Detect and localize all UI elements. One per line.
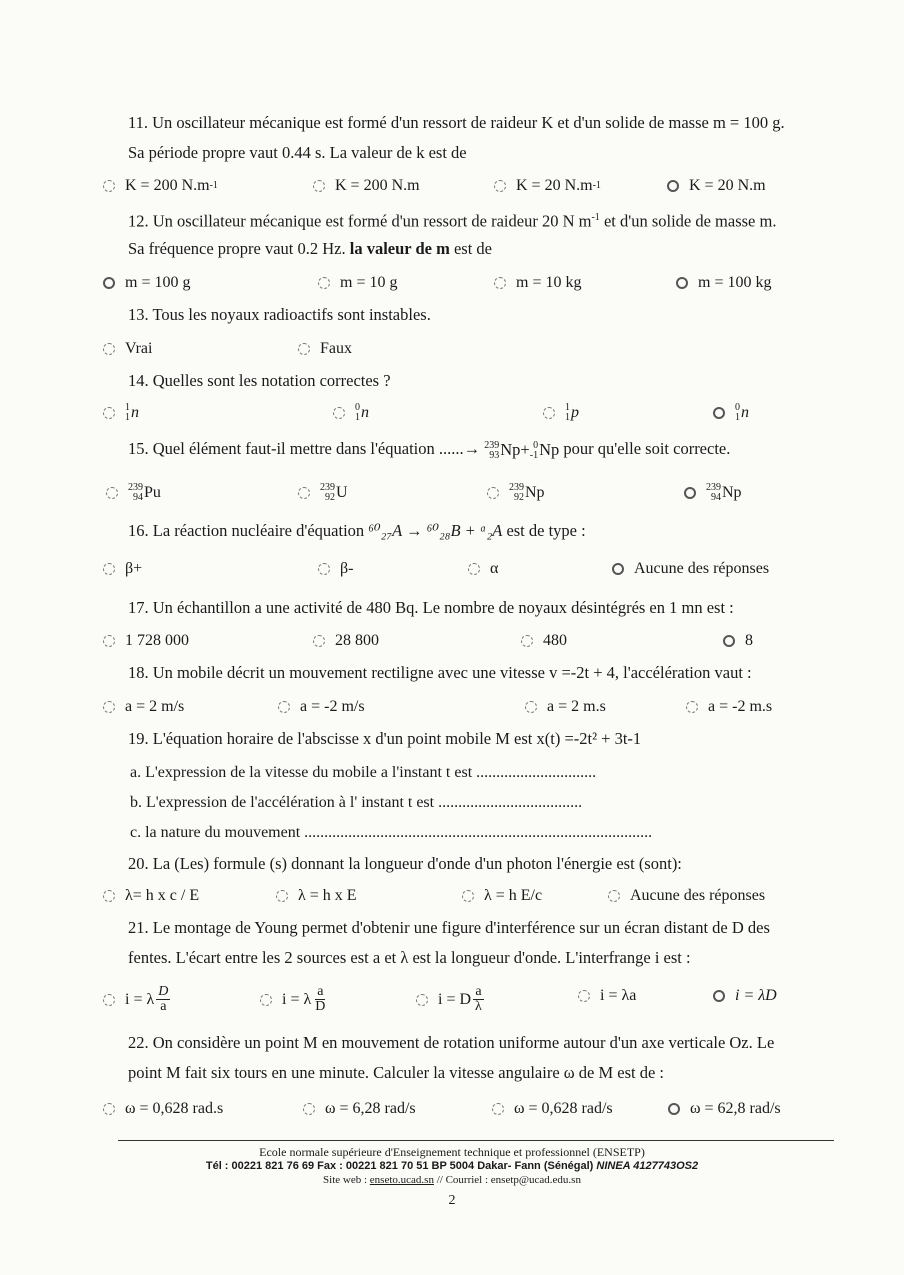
question-17-text: 17. Un échantillon a une activité de 480 Bq. Le nombre de noyaux désintégrés en 1 mn est : [128,598,734,617]
question-18-text: 18. Un mobile décrit un mouvement rectiligne avec une vitesse v =-2t + 4, l'accélération vaut : [128,663,752,682]
q17-option-2[interactable]: 28 800 [313,630,379,652]
q16-option-4[interactable]: Aucune des réponses [612,558,769,580]
q17-option-3[interactable]: 480 [521,630,567,652]
radio-icon[interactable] [494,180,506,192]
q21-option-5[interactable]: i = λD [713,985,777,1007]
q14-option-3[interactable]: 1 1 p [543,402,579,424]
radio-icon[interactable] [103,563,115,575]
q18-option-2[interactable]: a = -2 m/s [278,696,365,718]
radio-icon[interactable] [543,407,555,419]
radio-icon[interactable] [684,487,696,499]
radio-icon[interactable] [103,890,115,902]
footer-contact: Tél : 00221 821 76 69 Fax : 00221 821 70 51 BP 5004 Dakar- Fann (Sénégal) NINEA 4127743OS2 [205,1160,699,1172]
q17-option-4[interactable]: 8 [723,630,753,652]
website-link[interactable]: enseto.ucad.sn [369,1174,434,1186]
question-21-text-cont: fentes. L'écart entre les 2 sources est a et λ est la longueur d'onde. L'interfrange i est : [128,948,691,967]
radio-icon[interactable] [303,1103,315,1115]
radio-icon[interactable] [468,563,480,575]
q12-option-2[interactable]: m = 10 g [318,272,397,294]
radio-icon[interactable] [260,994,272,1006]
question-12-text-cont: Sa fréquence propre vaut 0.2 Hz. la valeur de m est de [128,239,492,258]
question-21-text: 21. Le montage de Young permet d'obtenir une figure d'interférence sur un écran distant de D des [128,918,770,937]
radio-icon[interactable] [723,635,735,647]
radio-icon[interactable] [416,994,428,1006]
question-20-text: 20. La (Les) formule (s) donnant la longueur d'onde d'un photon l'énergie est (sont): [128,854,682,873]
radio-icon[interactable] [713,990,725,1002]
q19-sub-a: a. L'expression de la vitesse du mobile a l'instant t est .............................. [130,764,597,781]
radio-icon[interactable] [686,701,698,713]
q20-option-4[interactable]: Aucune des réponses [608,885,765,907]
radio-icon[interactable] [487,487,499,499]
q21-option-4[interactable]: i = λa [578,985,636,1007]
radio-icon[interactable] [313,635,325,647]
radio-icon[interactable] [103,1103,115,1115]
q19-sub-b: b. L'expression de l'accélération à l' instant t est .................................... [130,794,583,811]
q20-option-2[interactable]: λ = h x E [276,885,357,907]
radio-icon[interactable] [103,994,115,1006]
radio-icon[interactable] [318,563,330,575]
q14-option-4[interactable]: 0 1 n [713,402,749,424]
q15-option-2[interactable]: 239 92 U [298,482,348,504]
q16-option-1[interactable]: β+ [103,558,142,580]
radio-icon[interactable] [462,890,474,902]
question-16-text: 16. La réaction nucléaire d'équation ⁶⁰₂₇A → ⁶⁰₂₈B + ᵅ₂A est de type : [128,521,586,540]
q20-option-1[interactable]: λ= h x c / E [103,885,199,907]
footer-divider [118,1140,834,1141]
question-19-text: 19. L'équation horaire de l'abscisse x d'un point mobile M est x(t) =-2t² + 3t-1 [128,729,642,748]
question-11-text-cont: Sa période propre vaut 0.44 s. La valeur de k est de [128,143,467,162]
q15-option-3[interactable]: 239 92 Np [487,482,545,504]
q22-option-2[interactable]: ω = 6,28 rad/s [303,1098,416,1120]
question-14-text: 14. Quelles sont les notation correctes ? [128,371,391,390]
radio-icon[interactable] [667,180,679,192]
radio-icon[interactable] [668,1103,680,1115]
q13-option-1[interactable]: Vrai [103,338,152,360]
radio-icon[interactable] [103,635,115,647]
q12-option-1[interactable]: m = 100 g [103,272,190,294]
q15-option-4[interactable]: 239 94 Np [684,482,742,504]
page-number: 2 [448,1193,456,1208]
q22-option-4[interactable]: ω = 62,8 rad/s [668,1098,781,1120]
radio-icon[interactable] [492,1103,504,1115]
q13-option-2[interactable]: Faux [298,338,352,360]
q15-option-1[interactable]: 239 94 Pu [106,482,161,504]
radio-icon[interactable] [298,487,310,499]
radio-icon[interactable] [578,990,590,1002]
radio-icon[interactable] [278,701,290,713]
question-13-text: 13. Tous les noyaux radioactifs sont instables. [128,305,431,324]
q21-option-2[interactable]: i = λ $\frac{a}{D}$ [260,985,327,1014]
question-12-text: 12. Un oscillateur mécanique est formé d'un ressort de raideur 20 N $m^{-1}$ et d'un solide de masse m. [128,211,777,231]
q22-option-1[interactable]: ω = 0,628 rad.s [103,1098,223,1120]
q16-option-2[interactable]: β- [318,558,353,580]
radio-icon[interactable] [103,180,115,192]
radio-icon[interactable] [525,701,537,713]
radio-icon[interactable] [106,487,118,499]
question-22-text-cont: point M fait six tours en une minute. Calculer la vitesse angulaire ω de M est de : [128,1063,664,1082]
footer-school-name: Ecole normale supérieure d'Enseignement technique et professionnel (ENSETP) [259,1145,645,1159]
radio-icon[interactable] [608,890,620,902]
radio-icon[interactable] [298,343,310,355]
q16-option-3[interactable]: α [468,558,498,580]
question-11-text: 11. Un oscillateur mécanique est formé d'un ressort de raideur K et d'un solide de masse m = 100 g. [128,113,785,132]
question-15-text: 15. Quel élément faut-il mettre dans l'équation ......→ 239 93 Np+ 0 -1 Np pour qu'elle soit correcte. [128,439,731,462]
footer-web: Site web : enseto.ucad.sn // Courriel : ensetp@ucad.edu.sn [323,1174,581,1186]
radio-icon[interactable] [103,343,115,355]
q11-option-2[interactable]: K = 200 N.m [313,175,420,197]
radio-icon[interactable] [318,277,330,289]
radio-icon[interactable] [333,407,345,419]
q17-option-1[interactable]: 1 728 000 [103,630,189,652]
radio-icon[interactable] [276,890,288,902]
q22-option-3[interactable]: ω = 0,628 rad/s [492,1098,613,1120]
radio-icon[interactable] [494,277,506,289]
radio-icon[interactable] [103,701,115,713]
q11-option-4[interactable]: K = 20 N.m [667,175,766,197]
q18-option-1[interactable]: a = 2 m/s [103,696,184,718]
q18-option-3[interactable]: a = 2 m.s [525,696,606,718]
question-22-text: 22. On considère un point M en mouvement de rotation uniforme autour d'un axe verticale Oz. Le [128,1033,775,1052]
radio-icon[interactable] [676,277,688,289]
q20-option-3[interactable]: λ = h E/c [462,885,542,907]
q12-option-4[interactable]: m = 100 kg [676,272,771,294]
q19-sub-c: c. la nature du mouvement ....................................................................................... [130,824,653,841]
radio-icon[interactable] [612,563,624,575]
q21-option-3[interactable]: i = D $\frac{a}{\lambda}$ [416,985,484,1014]
q11-option-1[interactable]: K = 200 N.m -1 [103,175,218,197]
radio-icon[interactable] [103,407,115,419]
q11-option-3[interactable]: K = 20 N.m -1 [494,175,601,197]
radio-icon[interactable] [103,277,115,289]
q21-option-1[interactable]: i = λ $\frac{D}{a}$ [103,985,170,1014]
q14-option-1[interactable]: 1 1 n [103,402,139,424]
q18-option-4[interactable]: a = -2 m.s [686,696,772,718]
radio-icon[interactable] [521,635,533,647]
q14-option-2[interactable]: 0 1 n [333,402,369,424]
q12-option-3[interactable]: m = 10 kg [494,272,581,294]
radio-icon[interactable] [313,180,325,192]
radio-icon[interactable] [713,407,725,419]
